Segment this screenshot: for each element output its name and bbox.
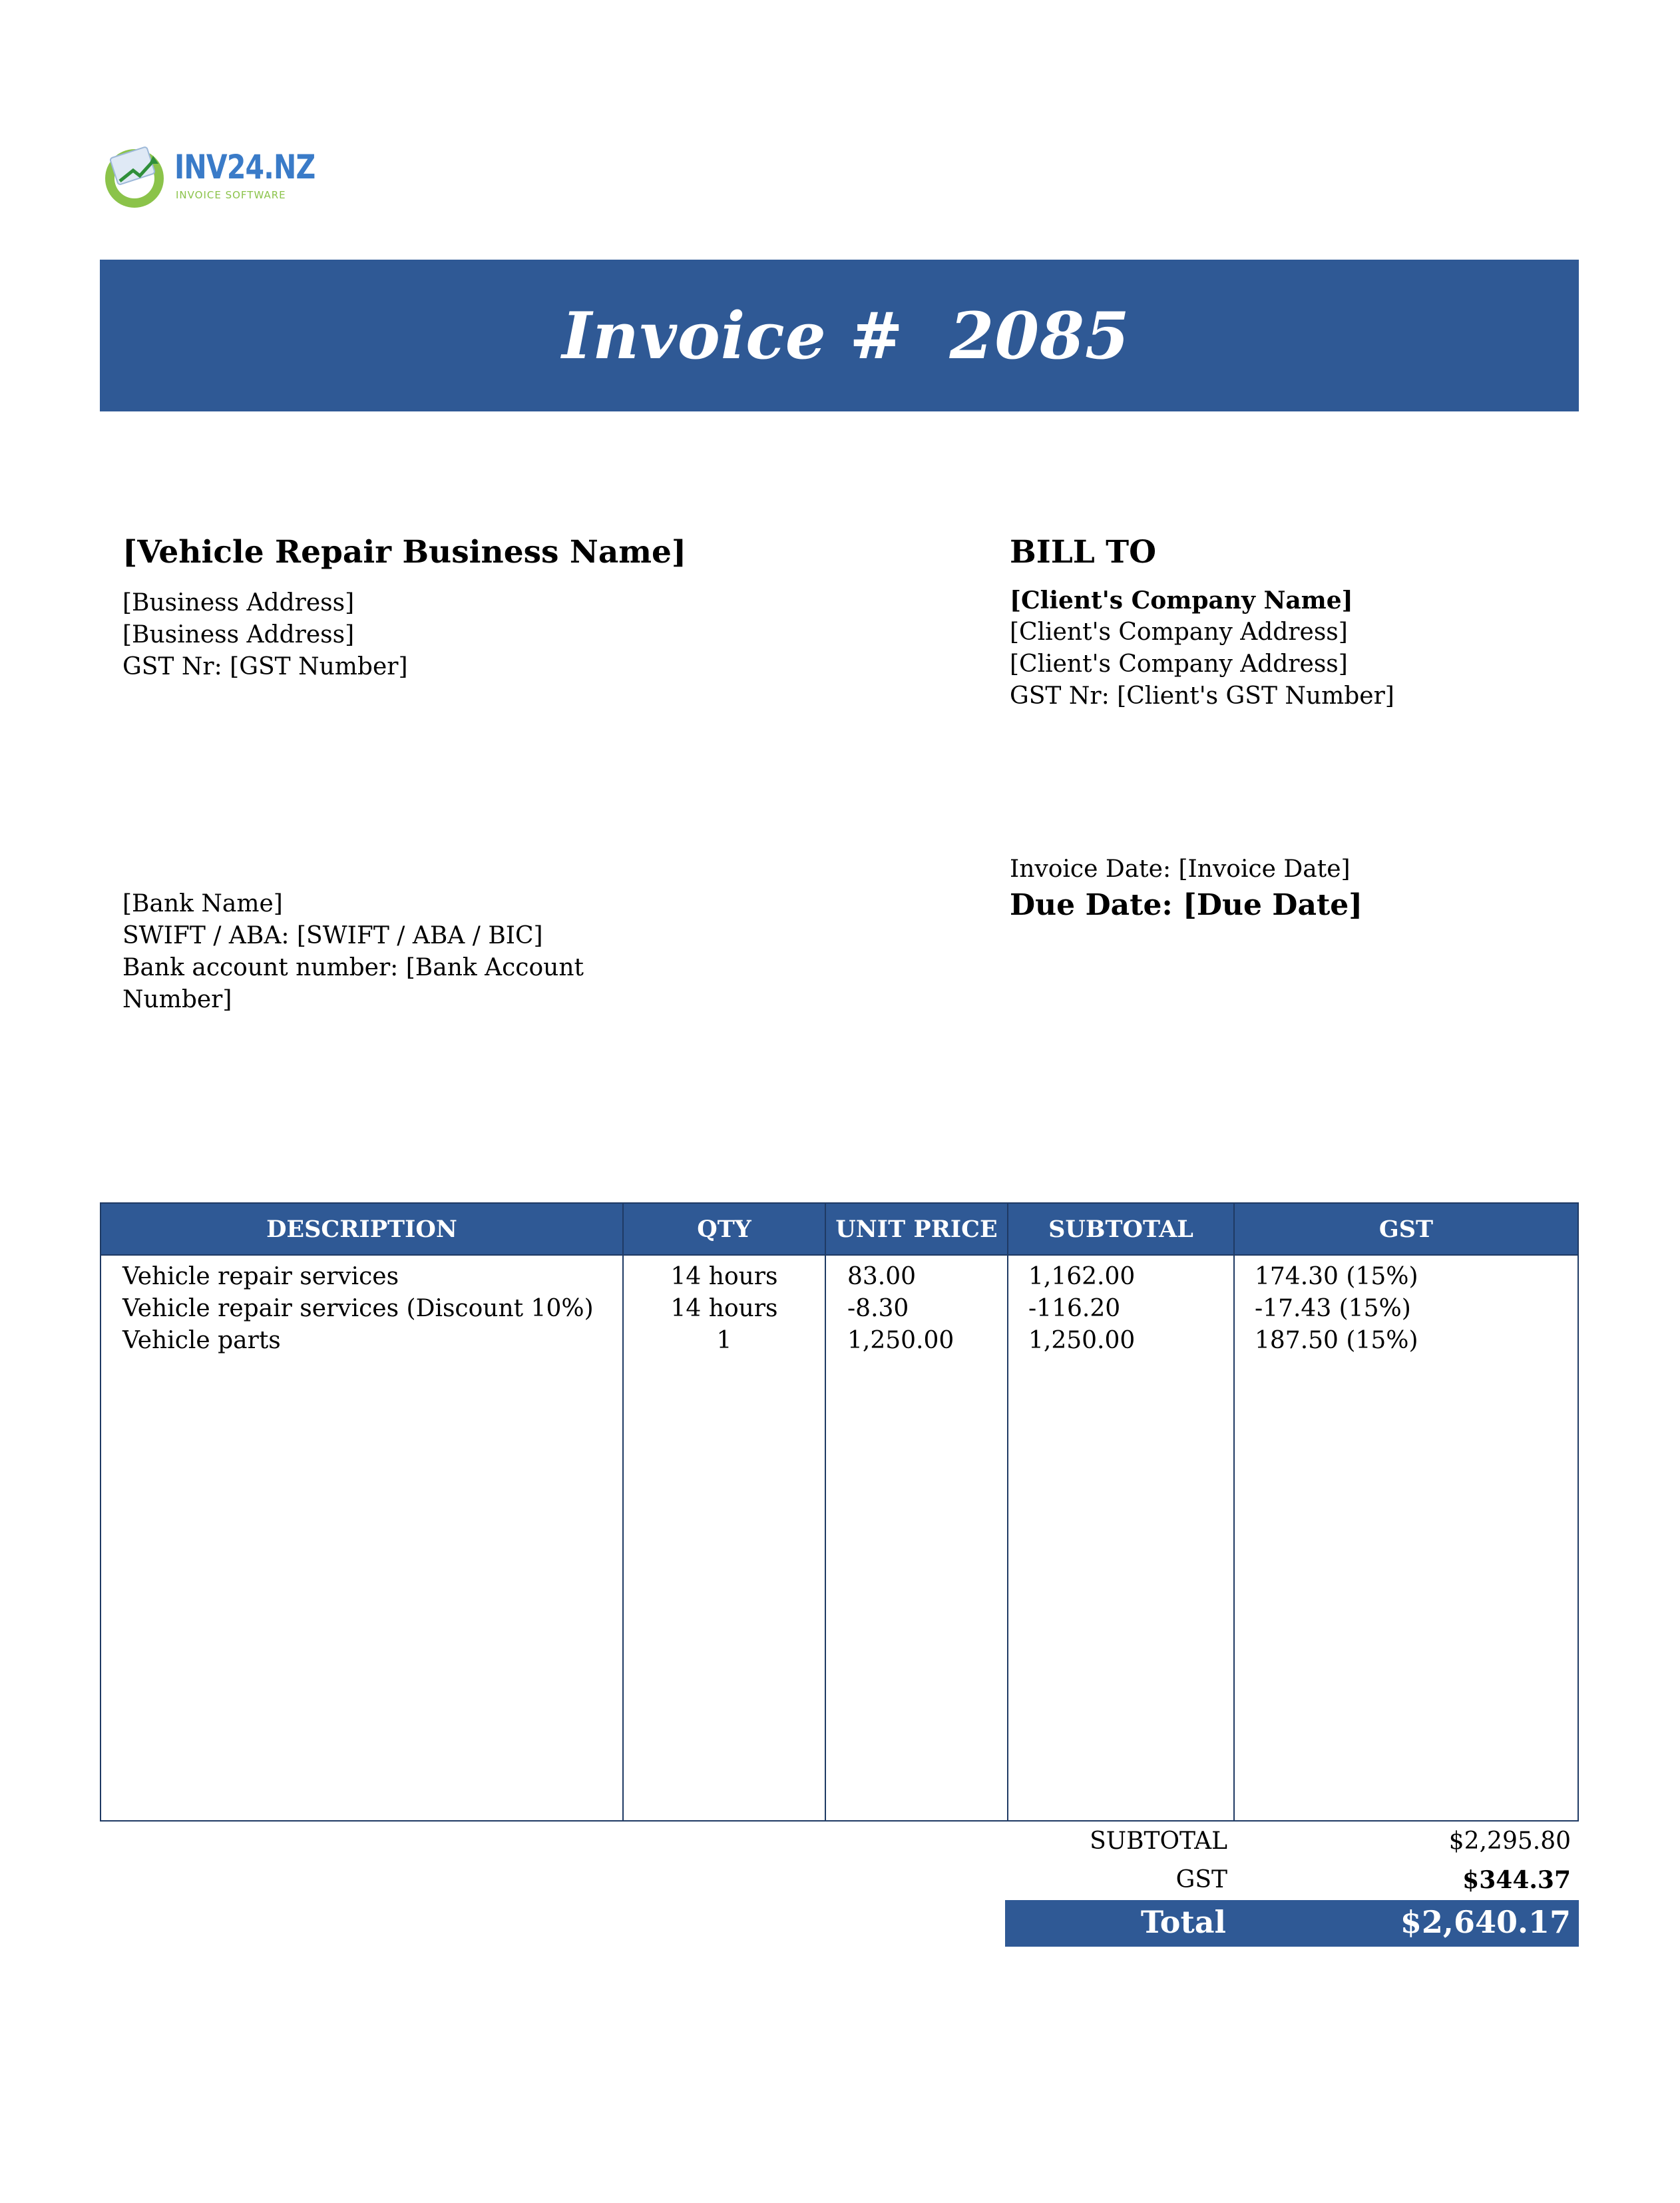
logo-emblem-icon <box>100 140 173 213</box>
bank-account-line1: Bank account number: [Bank Account <box>122 954 584 981</box>
business-gst-number: GST Nr: [GST Number] <box>122 653 408 680</box>
invoice-date: Invoice Date: [Invoice Date] <box>1010 856 1351 883</box>
row-2-gst: -17.43 (15%) <box>1255 1295 1411 1322</box>
grand-total-value: $2,640.17 <box>1400 1904 1571 1940</box>
invoice-title-banner <box>100 260 1579 411</box>
business-address-line2: [Business Address] <box>122 621 355 648</box>
row-3-qty: 1 <box>716 1327 732 1354</box>
grand-total-label: Total <box>1140 1904 1226 1940</box>
row-2-qty: 14 hours <box>670 1295 778 1322</box>
bill-to-heading: BILL TO <box>1010 534 1157 571</box>
client-details <box>1010 585 1394 712</box>
row-3-subtotal: 1,250.00 <box>1028 1327 1136 1354</box>
business-name: [Vehicle Repair Business Name] <box>122 534 687 571</box>
row-1-description: Vehicle repair services <box>122 1263 399 1290</box>
column-header-description: DESCRIPTION <box>266 1215 457 1243</box>
client-company-name: [Client's Company Name] <box>1010 587 1353 614</box>
seller-details <box>122 587 408 683</box>
column-header-gst: GST <box>1378 1215 1434 1243</box>
row-1-subtotal: 1,162.00 <box>1028 1263 1136 1290</box>
business-address-line1: [Business Address] <box>122 589 355 616</box>
subtotal-label: SUBTOTAL <box>1090 1828 1227 1855</box>
logo-brand-text: INV24.NZ <box>174 148 315 186</box>
bank-swift: SWIFT / ABA: [SWIFT / ABA / BIC] <box>122 922 543 949</box>
bank-name: [Bank Name] <box>122 890 283 917</box>
row-3-gst: 187.50 (15%) <box>1255 1327 1418 1354</box>
row-2-unit-price: -8.30 <box>847 1295 909 1322</box>
company-logo <box>100 140 313 213</box>
gst-total-label: GST <box>1175 1866 1227 1893</box>
grand-total-bar <box>1005 1900 1579 1947</box>
bank-account-line2: Number] <box>122 986 232 1013</box>
row-2-description: Vehicle repair services (Discount 10%) <box>122 1295 594 1322</box>
subtotal-value: $2,295.80 <box>1448 1828 1571 1855</box>
logo-tagline: INVOICE SOFTWARE <box>176 189 286 201</box>
client-address-line1: [Client's Company Address] <box>1010 618 1348 646</box>
invoice-title: Invoice # 2085 <box>562 298 1130 373</box>
row-1-unit-price: 83.00 <box>847 1263 917 1290</box>
client-address-line2: [Client's Company Address] <box>1010 650 1348 678</box>
line-items-table <box>100 1202 1579 1822</box>
column-divider <box>825 1204 826 1820</box>
row-3-unit-price: 1,250.00 <box>847 1327 954 1354</box>
column-header-unit-price: UNIT PRICE <box>835 1215 998 1243</box>
row-1-qty: 14 hours <box>670 1263 778 1290</box>
client-gst-number: GST Nr: [Client's GST Number] <box>1010 682 1394 710</box>
gst-total-value: $344.37 <box>1462 1866 1571 1894</box>
column-header-qty: QTY <box>697 1215 751 1243</box>
due-date: Due Date: [Due Date] <box>1010 888 1363 922</box>
row-3-description: Vehicle parts <box>122 1327 281 1354</box>
row-2-subtotal: -116.20 <box>1028 1295 1121 1322</box>
column-header-subtotal: SUBTOTAL <box>1048 1215 1193 1243</box>
row-1-gst: 174.30 (15%) <box>1255 1263 1418 1290</box>
column-divider <box>1007 1204 1008 1820</box>
bank-details <box>122 888 584 1016</box>
column-divider <box>1233 1204 1235 1820</box>
